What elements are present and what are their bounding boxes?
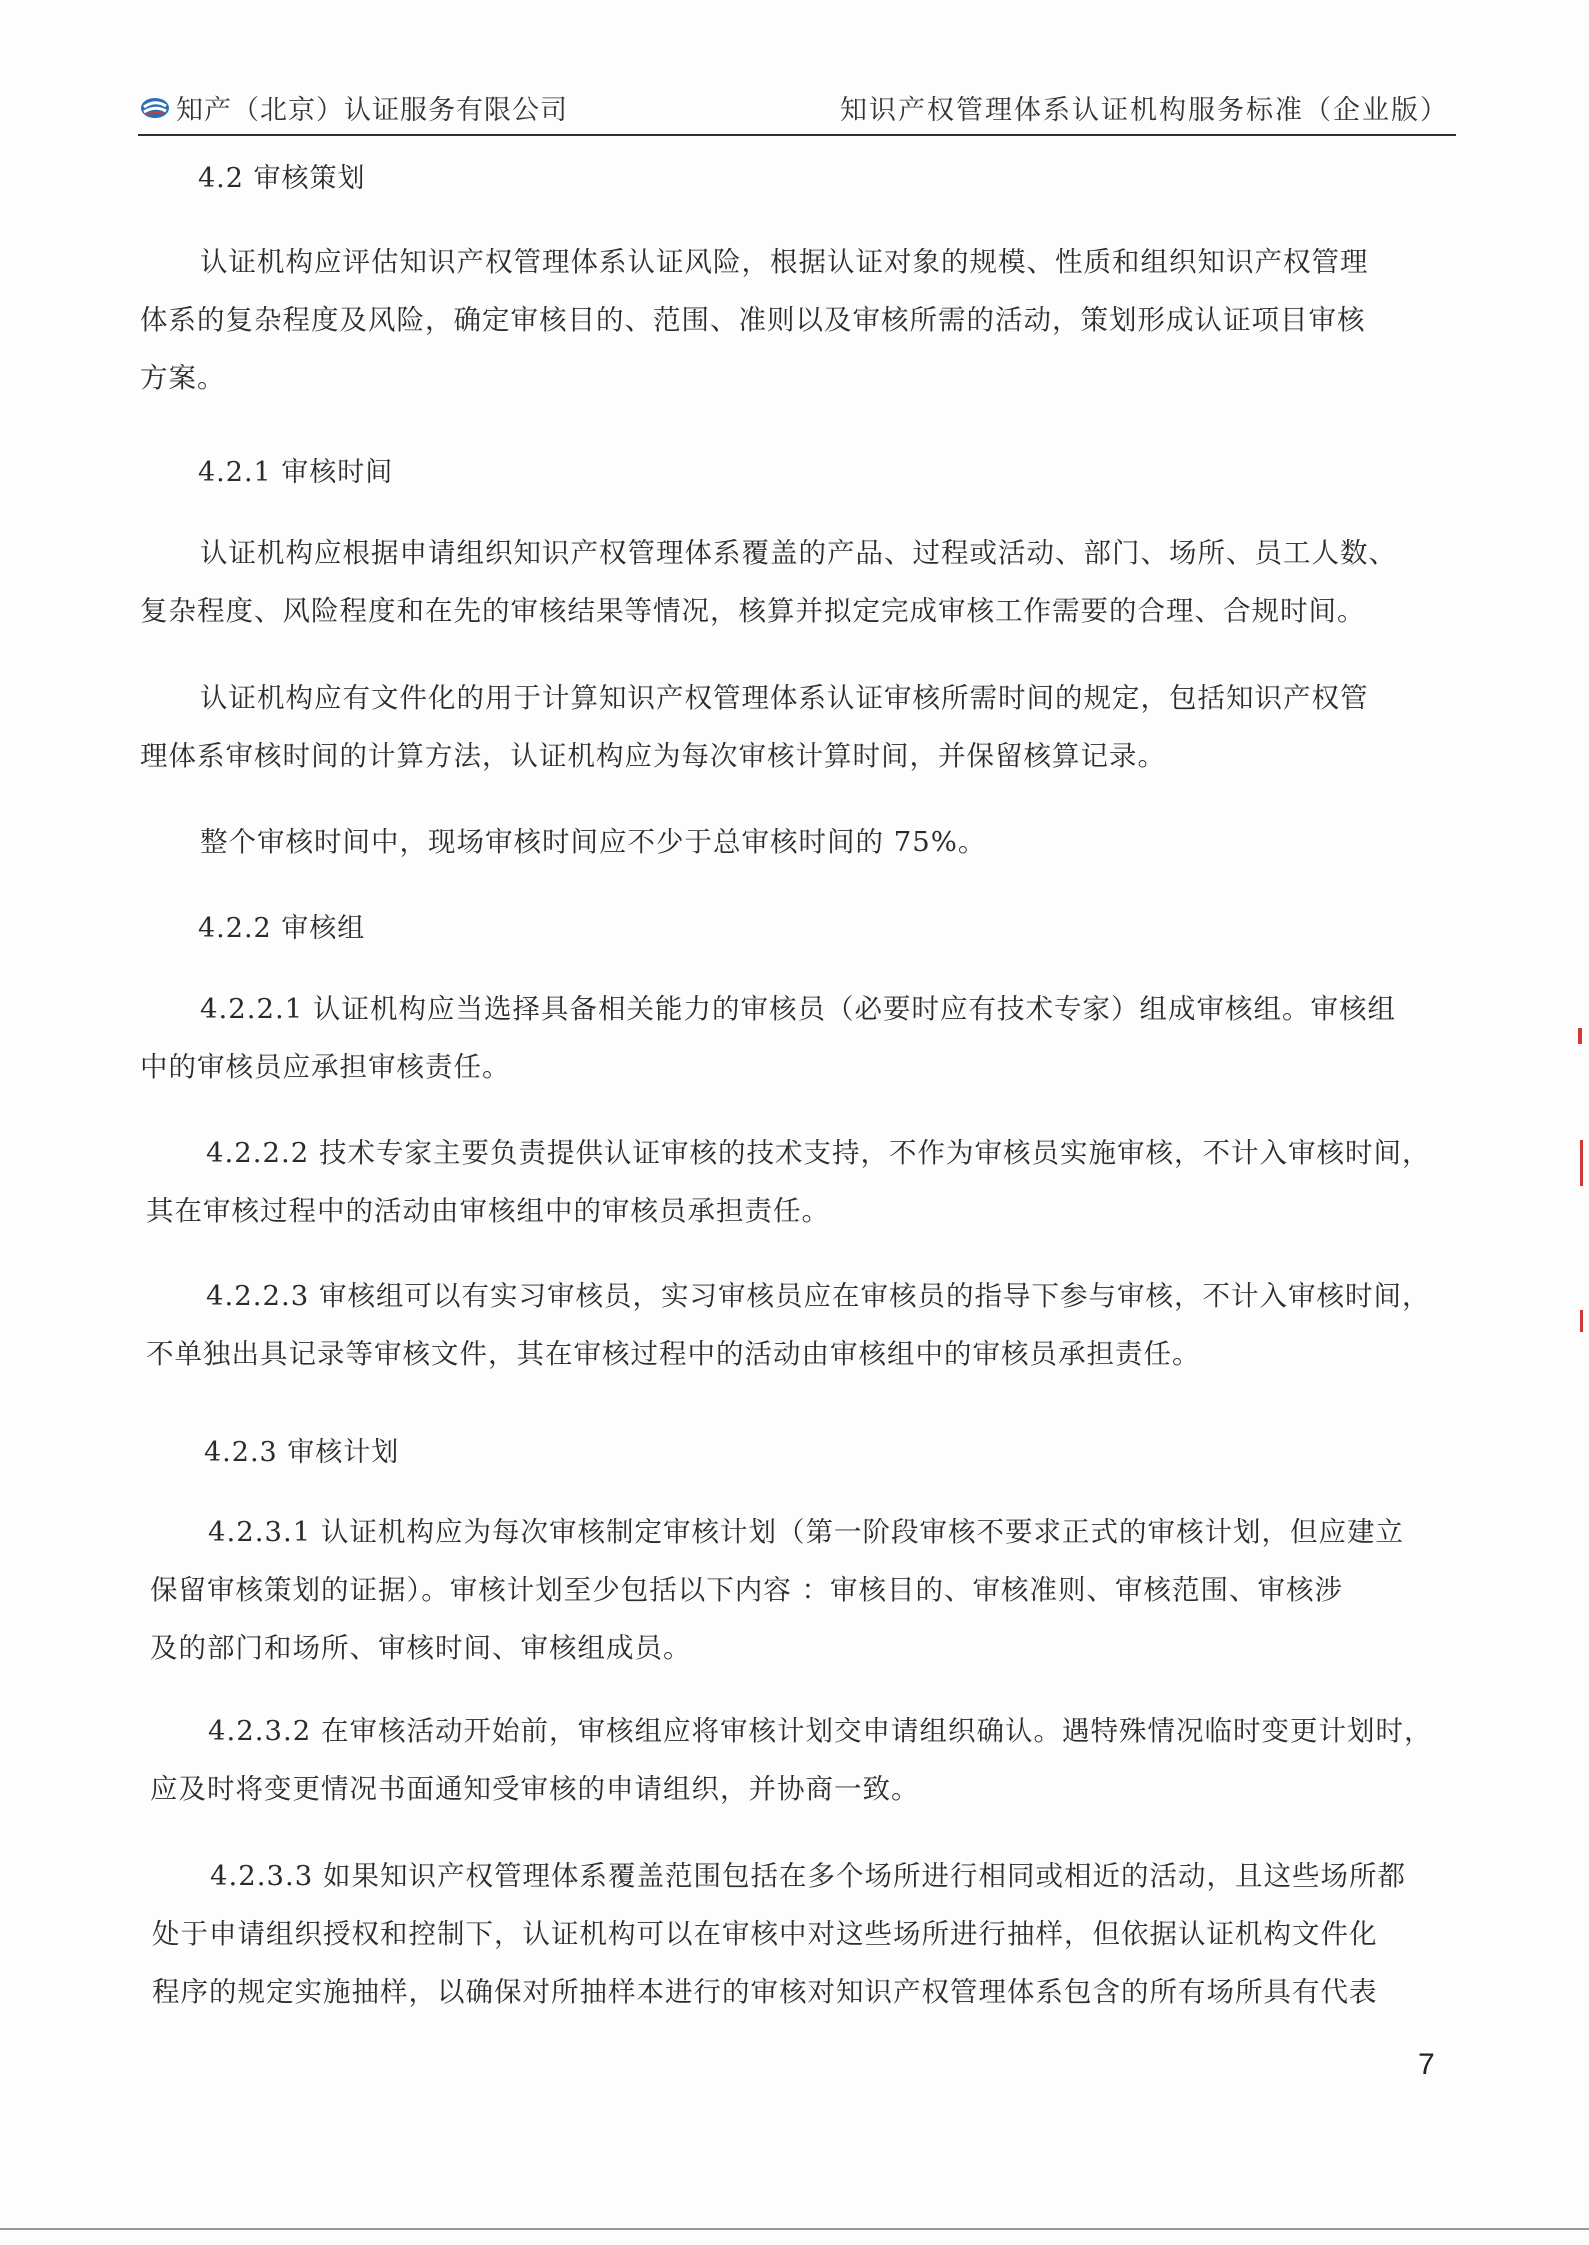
page-header (140, 88, 1455, 130)
bottom-edge-line (0, 2228, 1589, 2230)
text-line: 理体系审核时间的计算方法，认证机构应为每次审核计算时间，并保留核算记录。 (140, 740, 1166, 772)
section-heading-4-2-3: 4.2.3 审核计划 (204, 1437, 400, 1468)
company-logo-icon (140, 97, 170, 119)
section-4-2-paragraph (140, 233, 1455, 407)
text-line: 复杂程度、风险程度和在先的审核结果等情况，核算并拟定完成审核工作需要的合理、合规时间。 (140, 595, 1366, 627)
section-4-2-2-1 (140, 980, 1470, 1096)
section-4-2-1-paragraph-1 (140, 524, 1470, 640)
header-divider (138, 134, 1456, 136)
header-company (140, 88, 568, 127)
section-4-2-1-paragraph-2 (140, 669, 1470, 785)
scan-mark (1580, 1310, 1583, 1332)
text-line: 保留审核策划的证据）。审核计划至少包括以下内容 ：审核目的、审核准则、审核范围、审核涉 (150, 1574, 1343, 1606)
text-line: 其在审核过程中的活动由审核组中的审核员承担责任。 (146, 1195, 830, 1227)
text-line: 认证机构应有文件化的用于计算知识产权管理体系认证审核所需时间的规定，包括知识产权管 (200, 682, 1369, 714)
scan-mark (1580, 1140, 1583, 1186)
company-name: 知产（北京）认证服务有限公司 (176, 95, 568, 126)
section-4-2-3-3 (152, 1847, 1472, 2021)
text-line: 4.2.3.3 如果知识产权管理体系覆盖范围包括在多个场所进行相同或相近的活动，且这些场所都 (210, 1860, 1406, 1892)
section-4-2-1-paragraph-3: 整个审核时间中，现场审核时间应不少于总审核时间的 75%。 (200, 826, 987, 858)
text-line: 4.2.2.2 技术专家主要负责提供认证审核的技术支持，不作为审核员实施审核，不计入审核时间， (206, 1137, 1431, 1169)
text-line: 不单独出具记录等审核文件，其在审核过程中的活动由审核组中的审核员承担责任。 (146, 1338, 1201, 1370)
text-line: 程序的规定实施抽样，以确保对所抽样本进行的审核对知识产权管理体系包含的所有场所具有代表 (152, 1976, 1378, 2008)
text-line: 4.2.3.2 在审核活动开始前，审核组应将审核计划交申请组织确认。遇特殊情况临时变更计划时， (208, 1715, 1433, 1747)
document-title: 知识产权管理体系认证机构服务标准（企业版） (840, 95, 1449, 126)
section-heading-4-2-1: 4.2.1 审核时间 (198, 457, 394, 488)
section-4-2-3-2 (150, 1702, 1480, 1818)
section-heading-4-2-2: 4.2.2 审核组 (198, 913, 366, 944)
section-4-2-2-3 (146, 1267, 1476, 1383)
text-line: 应及时将变更情况书面通知受审核的申请组织，并协商一致。 (150, 1773, 920, 1805)
text-line: 方案。 (140, 362, 226, 394)
scan-mark (1578, 1028, 1582, 1044)
section-heading-4-2: 4.2 审核策划 (198, 163, 366, 194)
text-line: 处于申请组织授权和控制下，认证机构可以在审核中对这些场所进行抽样，但依据认证机构文件化 (152, 1918, 1378, 1950)
text-line: 4.2.3.1 认证机构应为每次审核制定审核计划（第一阶段审核不要求正式的审核计划，但应建立 (208, 1516, 1404, 1548)
text-line: 及的部门和场所、审核时间、审核组成员。 (150, 1632, 692, 1664)
text-line: 4.2.2.3 审核组可以有实习审核员，实习审核员应在审核员的指导下参与审核，不计入审核时间， (206, 1280, 1431, 1312)
text-line: 认证机构应评估知识产权管理体系认证风险，根据认证对象的规模、性质和组织知识产权管理 (200, 246, 1369, 278)
text-line: 认证机构应根据申请组织知识产权管理体系覆盖的产品、过程或活动、部门、场所、员工人数、 (200, 537, 1397, 569)
section-4-2-2-2 (146, 1124, 1476, 1240)
text-line: 中的审核员应承担审核责任。 (140, 1051, 511, 1083)
page-number: 7 (1418, 2048, 1435, 2081)
section-4-2-3-1 (150, 1503, 1470, 1677)
text-line: 4.2.2.1 认证机构应当选择具备相关能力的审核员（必要时应有技术专家）组成审核组。审核组 (200, 993, 1396, 1025)
text-line: 体系的复杂程度及风险，确定审核目的、范围、准则以及审核所需的活动，策划形成认证项目审核 (140, 304, 1366, 336)
